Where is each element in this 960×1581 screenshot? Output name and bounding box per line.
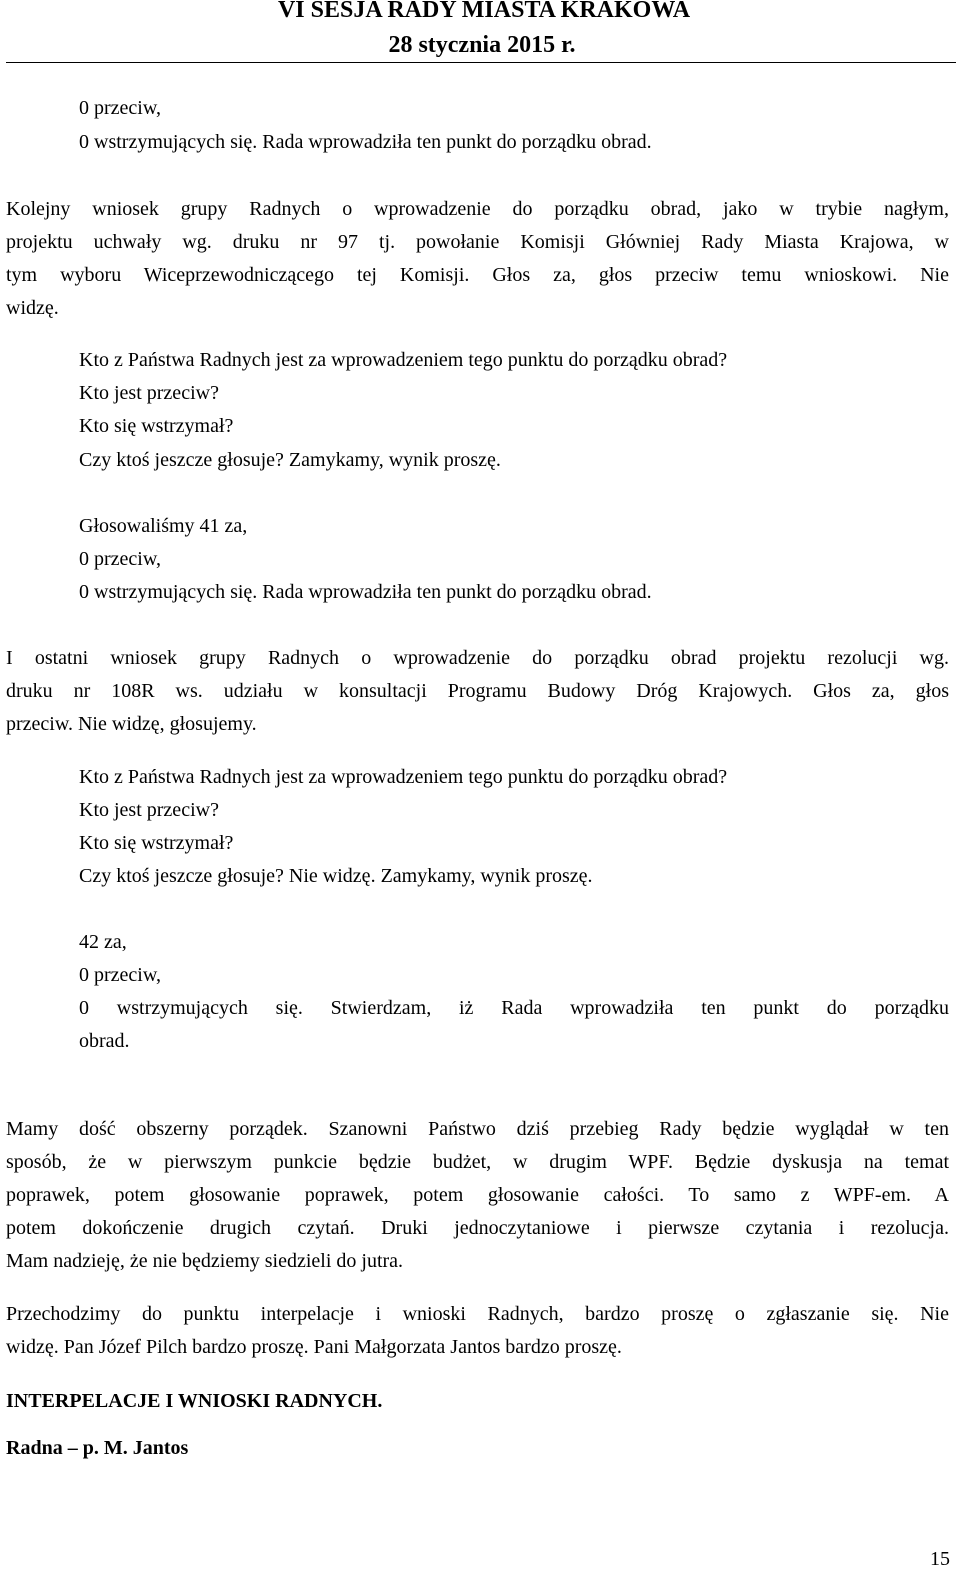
- motion2-question: Kto się wstrzymał?: [79, 415, 234, 437]
- motion2-result: 0 przeciw,: [79, 548, 161, 570]
- vote1-abstain: 0 wstrzymujących się. Rada wprowadziła ten punkt do porządku obrad.: [79, 131, 652, 153]
- motion2-line: Kolejny wniosek grupy Radnych o wprowadzenie do porządku obrad, jako w trybie nagłym,: [6, 198, 949, 220]
- agenda-line: potem dokończenie drugich czytań. Druki jednoczytaniowe i pierwsze czytania i rezolucja.: [6, 1217, 949, 1239]
- speaker-heading: Radna – p. M. Jantos: [6, 1437, 189, 1459]
- motion3-question: Kto z Państwa Radnych jest za wprowadzeniem tego punktu do porządku obrad?: [79, 766, 728, 788]
- motion3-question: Kto się wstrzymał?: [79, 832, 234, 854]
- motion2-line: tym wyboru Wiceprzewodniczącego tej Komisji. Głos za, głos przeciw temu wnioskowi. Nie: [6, 264, 949, 286]
- motion3-line: przeciw. Nie widzę, głosujemy.: [6, 713, 257, 735]
- motion2-result: 0 wstrzymujących się. Rada wprowadziła ten punkt do porządku obrad.: [79, 581, 652, 603]
- page-number: 15: [930, 1548, 950, 1570]
- motion3-question: Kto jest przeciw?: [79, 799, 219, 821]
- motion2-line: projektu uchwały wg. druku nr 97 tj. powołanie Komisji Główniej Rady Miasta Krajowa, w: [6, 231, 949, 253]
- motion3-line: druku nr 108R ws. udziału w konsultacji Programu Budowy Dróg Krajowych. Głos za, głos: [6, 680, 949, 702]
- agenda-line: sposób, że w pierwszym punkcie będzie budżet, w drugim WPF. Będzie dyskusja na temat: [6, 1151, 949, 1173]
- agenda-line: poprawek, potem głosowanie poprawek, potem głosowanie całości. To samo z WPF-em. A: [6, 1184, 949, 1206]
- motion3-result: obrad.: [79, 1030, 130, 1052]
- motion3-result: 42 za,: [79, 931, 127, 953]
- motion3-line: I ostatni wniosek grupy Radnych o wprowadzenie do porządku obrad projektu rezolucji wg.: [6, 647, 949, 669]
- interpellation-line: widzę. Pan Józef Pilch bardzo proszę. Pani Małgorzata Jantos bardzo proszę.: [6, 1336, 622, 1358]
- session-date: 28 stycznia 2015 r.: [388, 32, 576, 58]
- motion2-result: Głosowaliśmy 41 za,: [79, 515, 248, 537]
- session-title: VI SESJA RADY MIASTA KRAKOWA: [277, 0, 691, 23]
- section-heading: INTERPELACJE I WNIOSKI RADNYCH.: [6, 1390, 383, 1412]
- motion3-result: 0 wstrzymujących się. Stwierdzam, iż Rada wprowadziła ten punkt do porządku: [79, 997, 949, 1019]
- motion2-question: Kto jest przeciw?: [79, 382, 219, 404]
- page-header: [0, 0, 960, 56]
- motion3-result: 0 przeciw,: [79, 964, 161, 986]
- header-rule: [6, 62, 956, 63]
- agenda-line: Mam nadzieję, że nie będziemy siedzieli do jutra.: [6, 1250, 404, 1272]
- vote1-against: 0 przeciw,: [79, 97, 161, 119]
- motion2-question: Czy ktoś jeszcze głosuje? Zamykamy, wynik proszę.: [79, 449, 501, 471]
- motion3-question: Czy ktoś jeszcze głosuje? Nie widzę. Zamykamy, wynik proszę.: [79, 865, 593, 887]
- interpellation-line: Przechodzimy do punktu interpelacje i wnioski Radnych, bardzo proszę o zgłaszanie się. Nie: [6, 1303, 949, 1325]
- agenda-line: Mamy dość obszerny porządek. Szanowni Państwo dziś przebieg Rady będzie wyglądał w ten: [6, 1118, 949, 1140]
- motion2-line: widzę.: [6, 297, 59, 319]
- motion2-question: Kto z Państwa Radnych jest za wprowadzeniem tego punktu do porządku obrad?: [79, 349, 728, 371]
